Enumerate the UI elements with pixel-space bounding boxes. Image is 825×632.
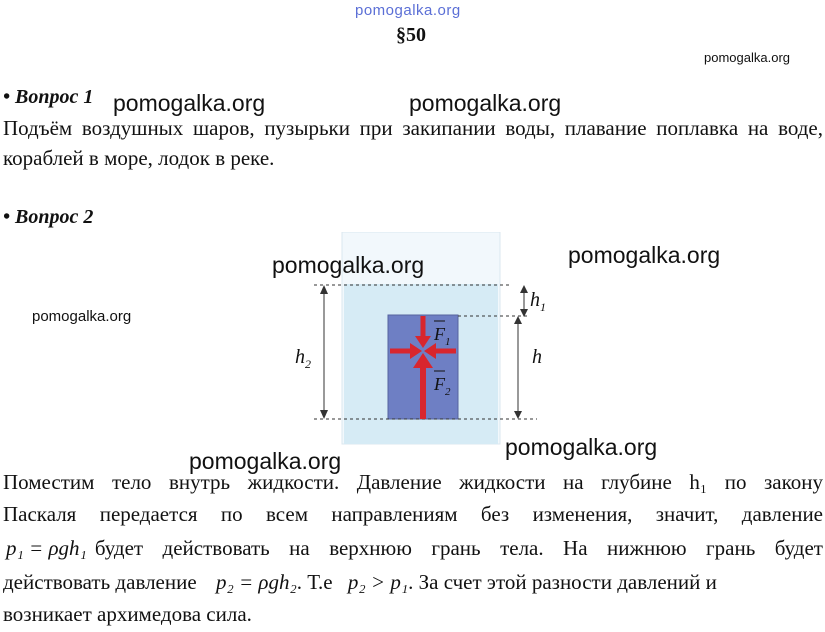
answer-line-2: Паскаля передается по всем направлениям без изменения, значит, давление: [3, 502, 823, 526]
label-f1-sub: 1: [445, 336, 451, 348]
answer-line-4-c: . За счет этой разности давлений и: [408, 570, 717, 594]
answer-line-4-a: действовать давление: [3, 570, 197, 594]
watermark-6: pomogalka.org: [505, 434, 658, 460]
watermark-7: pomogalka.org: [189, 448, 342, 474]
top-watermark: pomogalka.org: [355, 2, 461, 19]
question-2-label: • Вопрос 2: [3, 206, 94, 228]
watermark-1: pomogalka.org: [113, 90, 266, 116]
label-h2-sub: 2: [305, 357, 311, 371]
watermark-5: pomogalka.org: [32, 308, 132, 325]
watermark-4: pomogalka.org: [568, 242, 721, 268]
answer-line-5: возникает архимедова сила.: [3, 602, 252, 626]
label-h2: h: [295, 346, 305, 368]
section-number: §50: [396, 24, 426, 46]
label-h1: h: [530, 289, 540, 311]
svg-text:h2: [295, 346, 311, 371]
formula-p1: p₁ = ρgh₁: [6, 536, 87, 560]
answer-line-3: [3, 536, 823, 561]
answer-line-4-b: . Т.е: [296, 570, 333, 594]
label-h: h: [532, 346, 542, 368]
svg-text:h1: [530, 289, 546, 314]
watermark-3: pomogalka.org: [272, 252, 425, 278]
watermark-right-small: pomogalka.org: [704, 50, 790, 65]
label-f1: F: [434, 324, 445, 344]
watermark-2: pomogalka.org: [409, 90, 562, 116]
formula-p2: p₂ = ρgh₂: [215, 570, 297, 594]
answer-line-3-text: будет действовать на верхнюю грань тела. На нижнюю грань будет: [94, 536, 823, 560]
label-f2-sub: 2: [445, 386, 451, 398]
label-f2: F: [434, 374, 445, 394]
label-h1-sub: 1: [540, 300, 546, 314]
formula-compare: p₂ > p₁: [347, 570, 409, 594]
question-1-answer: Подъём воздушных шаров, пузырьки при закипании воды, плавание поплавка на воде, кораблей в море, лодок в реке.: [3, 116, 823, 170]
question-1-label: • Вопрос 1: [3, 86, 94, 108]
answer-line-1: Поместим тело внутрь жидкости. Давление жидкости на глубине h₁ по закону: [3, 470, 823, 494]
answer-line-4: [3, 570, 823, 595]
